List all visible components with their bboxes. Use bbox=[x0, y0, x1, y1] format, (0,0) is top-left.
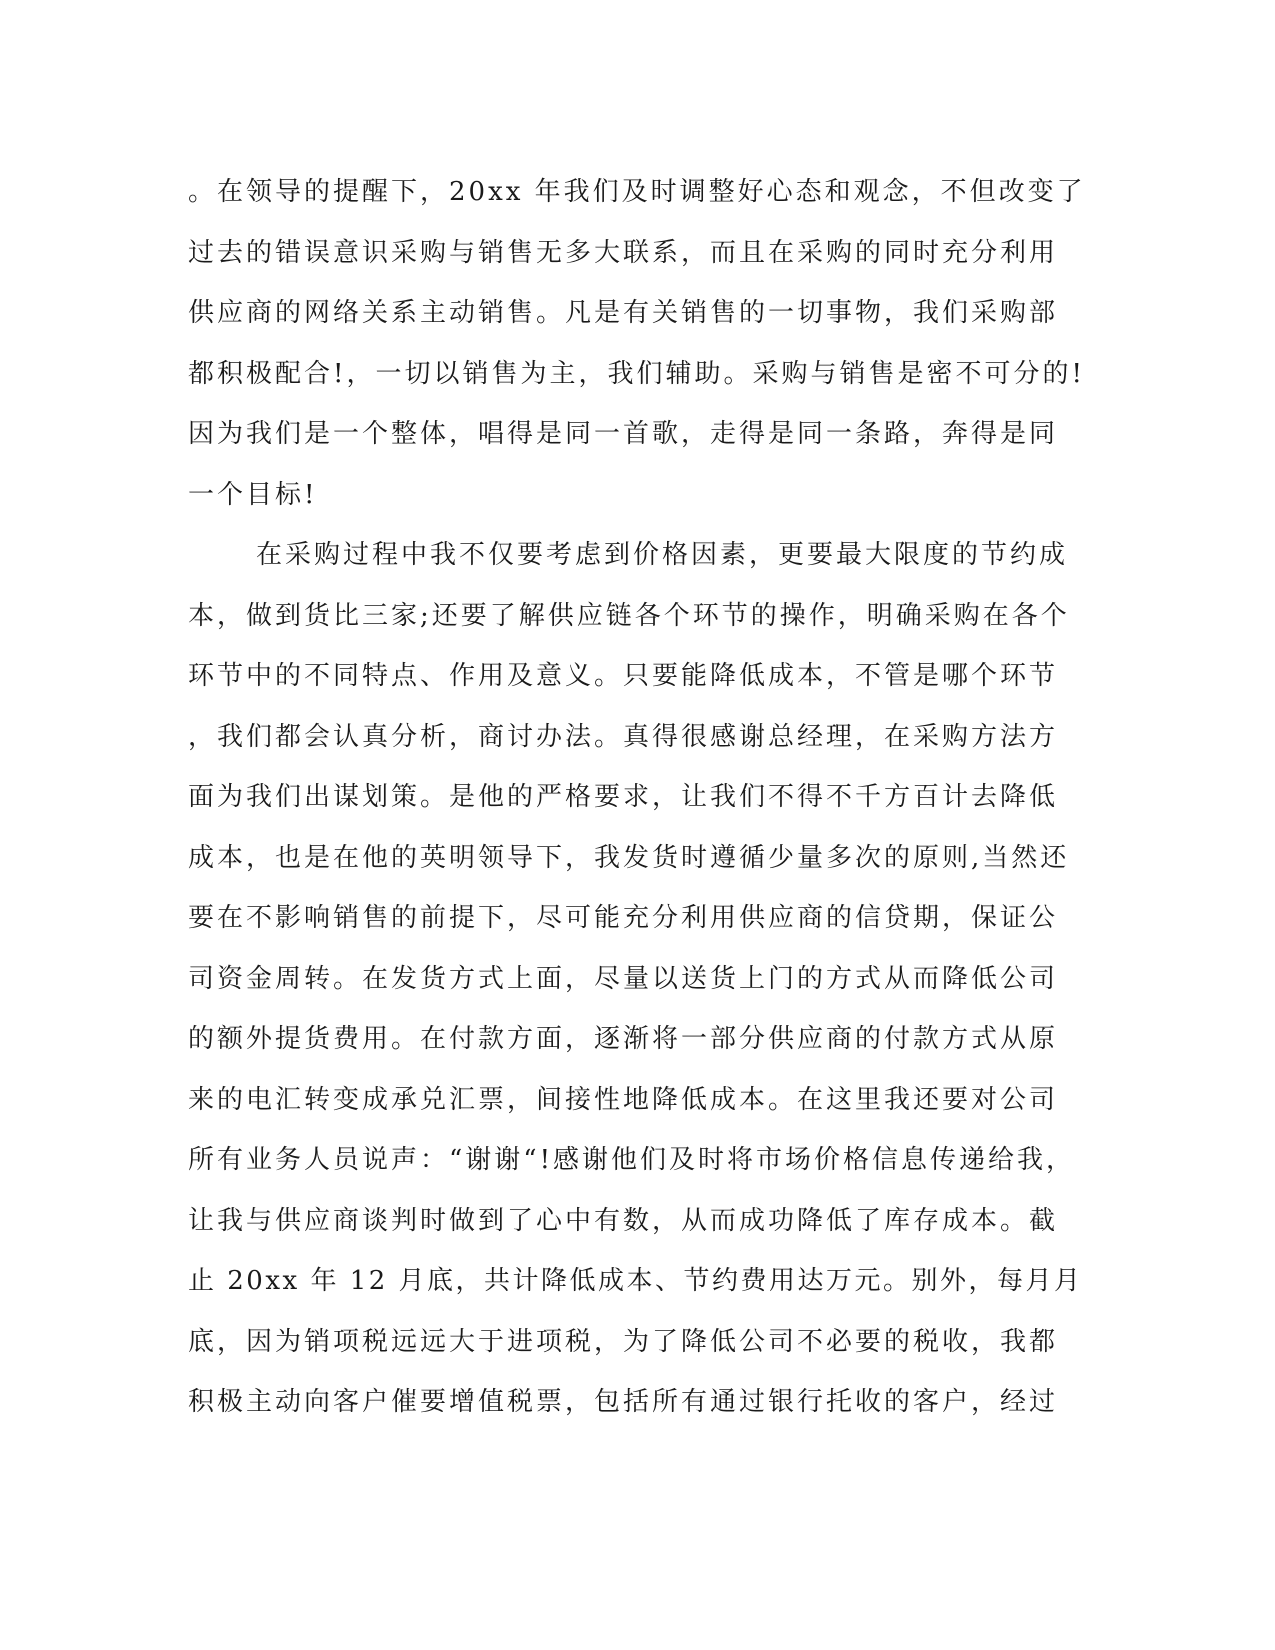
paragraph-line: 过去的错误意识采购与销售无多大联系，而且在采购的同时充分利用 bbox=[188, 237, 1059, 268]
paragraph-first-line: 在采购过程中我不仅要考虑到价格因素，更要最大限度的节约成 bbox=[256, 540, 1069, 570]
paragraph-line: 供应商的网络关系主动销售。凡是有关销售的一切事物，我们采购部 bbox=[188, 298, 1059, 328]
paragraph-line: 积极主动向客户催要增值税票，包括所有通过银行托收的客户，经过 bbox=[188, 1387, 1059, 1417]
paragraph-line: 一个目标! bbox=[188, 479, 318, 510]
paragraph-line: 环节中的不同特点、作用及意义。只要能降低成本，不管是哪个环节 bbox=[188, 661, 1059, 691]
paragraph-line: 因为我们是一个整体，唱得是同一首歌，走得是同一条路，奔得是同 bbox=[188, 419, 1059, 449]
paragraph-2 bbox=[188, 525, 1088, 1433]
paragraph-line: 司资金周转。在发货方式上面，尽量以送货上门的方式从而降低公司 bbox=[188, 963, 1059, 994]
paragraph-line: 本，做到货比三家;还要了解供应链各个环节的操作，明确采购在各个 bbox=[188, 600, 1070, 631]
paragraph-line: 成本，也是在他的英明领导下，我发货时遵循少量多次的原则,当然还 bbox=[188, 842, 1070, 873]
paragraph-line: 所有业务人员说声：“谢谢“!感谢他们及时将市场价格信息传递给我， bbox=[188, 1145, 1076, 1175]
paragraph-line: 来的电汇转变成承兑汇票，间接性地降低成本。在这里我还要对公司 bbox=[188, 1084, 1059, 1115]
paragraph-1 bbox=[188, 162, 1088, 525]
paragraph-line: 止 20xx 年 12 月底，共计降低成本、节约费用达万元。别外，每月月 bbox=[188, 1266, 1083, 1296]
paragraph-line: 要在不影响销售的前提下，尽可能充分利用供应商的信贷期，保证公 bbox=[188, 903, 1059, 933]
paragraph-line: 面为我们出谋划策。是他的严格要求，让我们不得不千方百计去降低 bbox=[188, 782, 1059, 812]
paragraph-line: ，我们都会认真分析，商讨办法。真得很感谢总经理，在采购方法方 bbox=[188, 721, 1059, 752]
paragraph-line: 的额外提货费用。在付款方面，逐渐将一部分供应商的付款方式从原 bbox=[188, 1024, 1059, 1054]
paragraph-line: 都积极配合!，一切以销售为主，我们辅助。采购与销售是密不可分的! bbox=[188, 358, 1085, 389]
paragraph-line: 。在领导的提醒下，20xx 年我们及时调整好心态和观念，不但改变了 bbox=[188, 177, 1086, 207]
paragraph-line: 底，因为销项税远远大于进项税，为了降低公司不必要的税收，我都 bbox=[188, 1326, 1059, 1357]
paragraph-line: 让我与供应商谈判时做到了心中有数，从而成功降低了库存成本。截 bbox=[188, 1205, 1059, 1236]
